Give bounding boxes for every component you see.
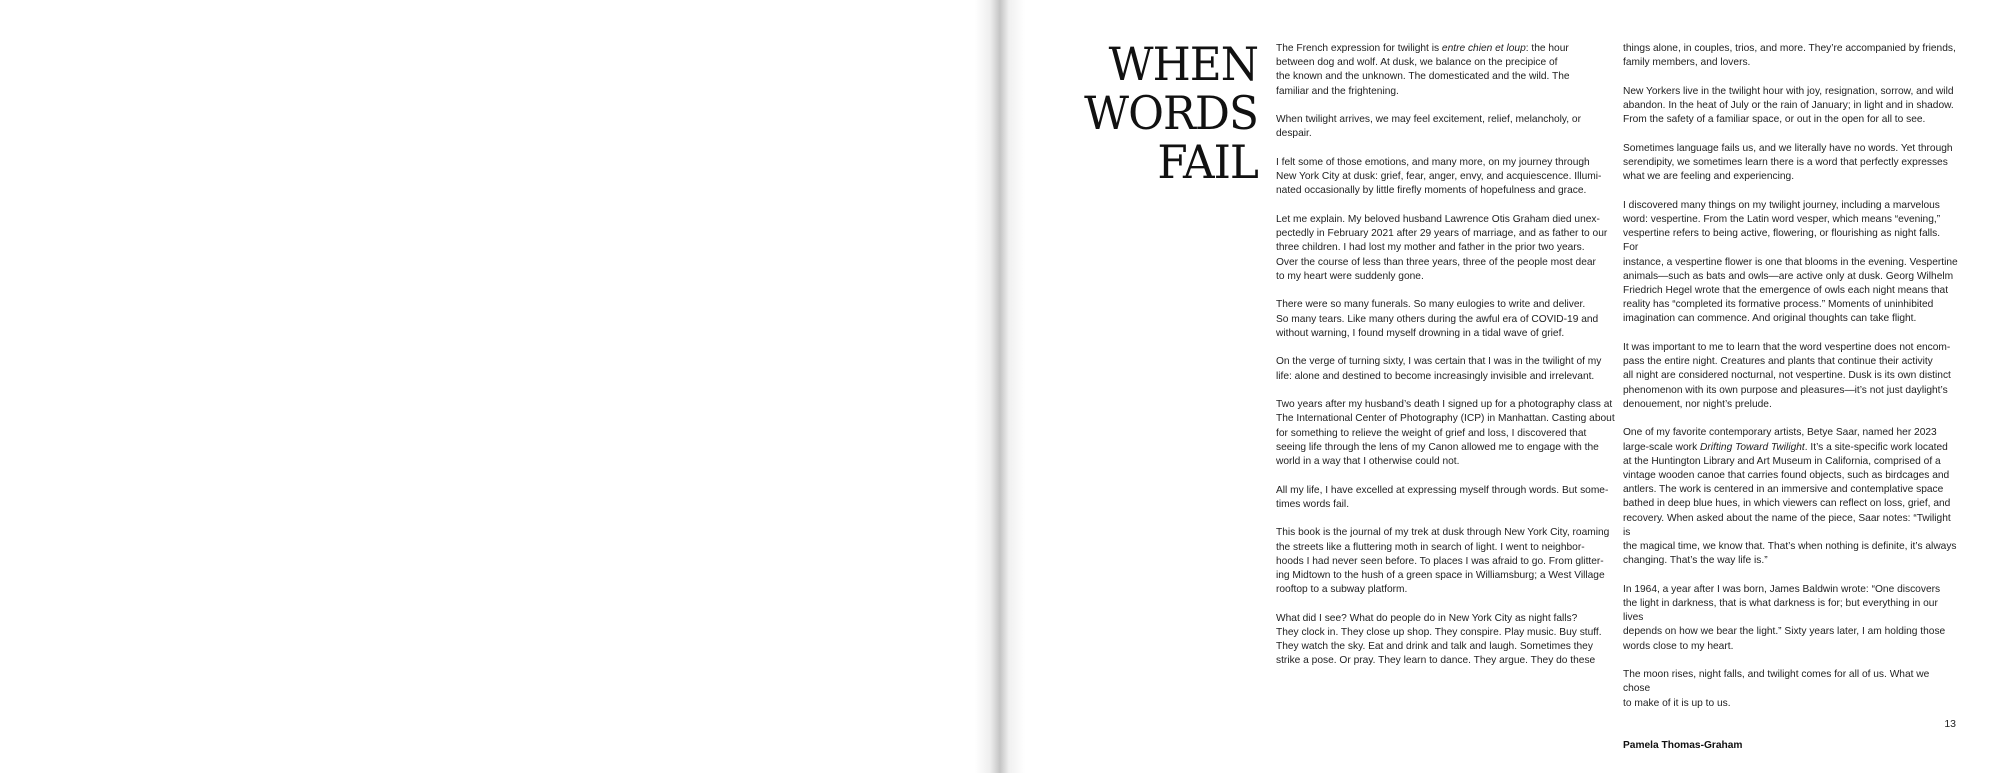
text-run: The French expression for twilight is bbox=[1276, 43, 1442, 54]
text-column-1 bbox=[1276, 42, 1616, 669]
essay-title bbox=[1070, 37, 1258, 189]
title-line-3: FAIL bbox=[1157, 135, 1258, 189]
title-line-2: WORDS bbox=[1084, 86, 1258, 140]
paragraph bbox=[1276, 42, 1616, 99]
text-run: : the hour between dog and wolf. At dusk, we balance on the precipice of the known and the unknown. The domesticated and the wild. The familiar and the frightening. bbox=[1276, 43, 1570, 97]
paragraph: What did I see? What do people do in New York City as night falls? They clock in. They close up shop. They conspire. Play music. Buy stuff. They watch the sky. Eat and drink and talk and laugh. Sometimes they strike a pose. Or pray. They learn to dance. They argue. They do these bbox=[1276, 612, 1602, 667]
text-run: . It’s a site-specific work located at the Huntington Library and Art Museum in California, comprised of a vintage wooden canoe that carries found objects, such as birdcages and antlers. The work is centered in an immersive and contemplative space bathed in deep blue hues, in which viewers can reflect on loss, grief, and recovery. When asked about the name of the piece, Saar notes: “Twilight is the magical time, we know that. That’s when nothing is definite, it’s always changing. That’s the way life is.” bbox=[1623, 441, 1957, 567]
paragraph: things alone, in couples, trios, and more. They’re accompanied by friends, family members, and lovers. bbox=[1623, 43, 1956, 69]
book-gutter-shadow bbox=[975, 0, 1025, 773]
paragraph bbox=[1623, 426, 1958, 568]
paragraph: New Yorkers live in the twilight hour with joy, resignation, sorrow, and wild abandon. In the heat of July or the rain of January; in light and in shadow. From the safety of a familiar space, or out in the open for all to see. bbox=[1623, 85, 1954, 126]
paragraph: I felt some of those emotions, and many more, on my journey through New York City at dusk: grief, fear, anger, envy, and acquiescence. Illumi- nated occasionally by little firefly moments of hopefulness and grace. bbox=[1276, 157, 1602, 197]
italic-phrase: entre chien et loup bbox=[1441, 43, 1526, 54]
paragraph: I discovered many things on my twilight journey, including a marvelous word: vespertine. From the Latin word vesper, which means “evening,” vespertine refers to being active, flowering, or flourishing as night falls. For instance, a vespertine flower is one that blooms in the evening. Vespertine animals—such as bats and owls—are active only at dusk. Georg Wilhelm Friedrich Hegel wrote that the emergence of owls each night means that reality has “completed its formative process.” Moments of uninhibited imagination can commence. And original thoughts can take flight. bbox=[1623, 199, 1958, 325]
paragraph: Sometimes language fails us, and we literally have no words. Yet through serendipity, we sometimes learn there is a word that perfectly expresses what we are feeling and experiencing. bbox=[1623, 142, 1953, 183]
paragraph: There were so many funerals. So many eulogies to write and deliver. So many tears. Like many others during the awful era of COVID-19 and without warning, I found myself drowning in a tidal wave of grief. bbox=[1276, 299, 1599, 339]
text-column-2 bbox=[1623, 42, 1958, 753]
paragraph: It was important to me to learn that the word vespertine does not encom- pass the entire night. Creatures and plants that continue their activity all night are considered nocturnal, not vespertine. Dusk is its own distinct phenomenon with its own purpose and pleasures—it’s not just daylight’s denouement, nor night’s prelude. bbox=[1623, 342, 1951, 410]
paragraph: This book is the journal of my trek at dusk through New York City, roaming the streets like a fluttering moth in search of light. I went to neighbor- hoods I had never seen before. To places I was afraid to go. From glitter- ing Midtown to the hush of a green space in Williamsburg; a West Village rooftop to a subway platform. bbox=[1276, 527, 1610, 596]
paragraph: The moon rises, night falls, and twilight comes for all of us. What we chose to make of it is up to us. bbox=[1623, 669, 1930, 709]
paragraph: Let me explain. My beloved husband Lawrence Otis Graham died unex- pectedly in February 2021 after 29 years of marriage, and as father to our three children. I had lost my mother and father in the prior two years. Over the course of less than three years, three of the people most dear to my heart were suddenly gone. bbox=[1276, 214, 1608, 282]
paragraph: All my life, I have excelled at expressing myself through words. But some- times words fail. bbox=[1276, 484, 1609, 510]
paragraph: In 1964, a year after I was born, James Baldwin wrote: “One discovers the light in darkness, that is what darkness is for; but everything in our lives depends on how we bear the light.” Sixty years later, I am holding those words close to my heart. bbox=[1623, 583, 1946, 652]
paragraph: On the verge of turning sixty, I was certain that I was in the twilight of my life: alone and destined to become increasingly invisible and irrelevant. bbox=[1276, 356, 1602, 382]
paragraph: Two years after my husband’s death I signed up for a photography class at The International Center of Photography (ICP) in Manhattan. Casting about for something to relieve the weight of grief and loss, I discovered that seeing life through the lens of my Canon allowed me to engage with the world in a way that I otherwise could not. bbox=[1276, 399, 1615, 468]
title-line-1: WHEN bbox=[1108, 37, 1258, 91]
italic-artwork-title: Drifting Toward Twilight bbox=[1700, 441, 1805, 453]
text-run: One of my favorite contemporary artists, Betye Saar, named her 2023 large-scale work bbox=[1623, 427, 1937, 453]
author-signature: Pamela Thomas-Graham bbox=[1623, 739, 1743, 751]
page-number: 13 bbox=[1944, 718, 1956, 730]
paragraph: When twilight arrives, we may feel excitement, relief, melancholy, or despair. bbox=[1276, 114, 1581, 140]
